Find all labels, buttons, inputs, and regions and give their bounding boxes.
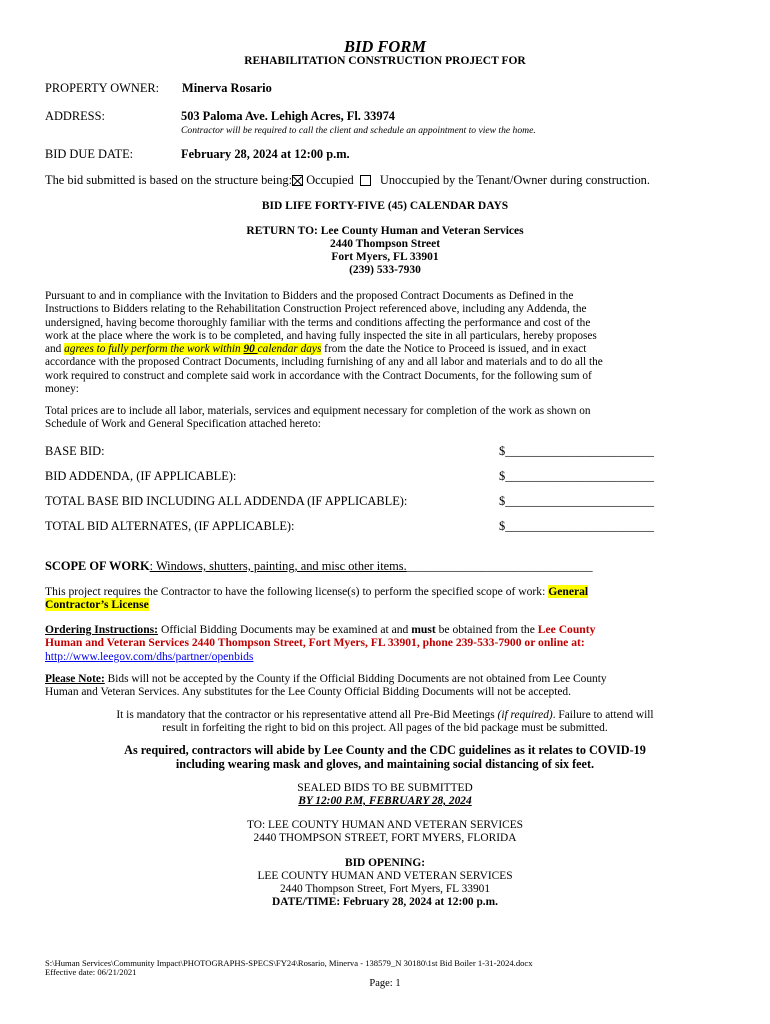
bid-opening-datetime: DATE/TIME: February 28, 2024 at 12:00 p.m. <box>271 896 498 908</box>
performance-commitment: agrees to fully perform the work within <box>64 343 244 356</box>
bid-opening-heading: BID OPENING: <box>344 857 426 869</box>
bid-due-date-value: February 28, 2024 at 12:00 p.m. <box>181 147 350 161</box>
para1-line: money: <box>45 383 79 396</box>
ordering-instructions: Ordering Instructions: Official Bidding Documents may be examined at and must be obtained from the Lee County Human and Veteran Services 2440 Thompson Street, Fort Myers, FL 33901, phone 239-533-7900 or online at: http://www.leegov.com/dhs/partner/openbids <box>45 623 596 663</box>
address-note: Contractor will be required to call the client and schedule an appointment to view the home. <box>181 125 536 136</box>
unoccupied-label: Unoccupied by the Tenant/Owner during construction. <box>379 173 650 187</box>
proposal-paragraph <box>45 290 735 396</box>
scope-of-work-fill: ______________________________ <box>406 560 593 573</box>
scope-of-work-text: : Windows, shutters, painting, and misc other items. <box>149 560 407 573</box>
please-note: Please Note: Bids will not be accepted by the County if the Official Bidding Documents are not obtained from Lee County Human and Veteran Services. Any substitutes for the Lee County Official Bidding Documents will not be accepted. <box>45 673 607 699</box>
total-bid-alternates-amount-field[interactable]: $________________________ <box>499 519 654 533</box>
property-owner-value: Minerva Rosario <box>182 81 272 95</box>
effective-date: Effective date: 06/21/2021 <box>45 967 137 977</box>
return-to-line2: 2440 Thompson Street <box>329 238 441 250</box>
return-to-line3: Fort Myers, FL 33901 <box>331 251 439 263</box>
submission-deadline: BY 12:00 P.M, FEBRUARY 28, 2024 <box>298 795 472 807</box>
ordering-instructions-label: Ordering Instructions: <box>45 623 159 636</box>
bid-life: BID LIFE FORTY-FIVE (45) CALENDAR DAYS <box>261 200 509 212</box>
bid-due-date-label: BID DUE DATE: <box>45 147 134 161</box>
return-to-line1: RETURN TO: Lee County Human and Veteran Services <box>246 225 524 237</box>
property-owner-label: PROPERTY OWNER: <box>45 81 160 95</box>
unoccupied-checkbox[interactable] <box>360 175 371 186</box>
scope-of-work <box>45 560 735 573</box>
address-label: ADDRESS: <box>45 109 105 123</box>
document-subtitle: REHABILITATION CONSTRUCTION PROJECT FOR <box>244 55 526 67</box>
total-prices-paragraph: Total prices are to include all labor, materials, services and equipment necessary for completion of the work as shown on Schedule of Work and General Specification attached hereto: <box>45 405 591 431</box>
license-type: General <box>548 585 589 598</box>
open-bids-link[interactable]: http://www.leegov.com/dhs/partner/openbids <box>45 649 254 663</box>
license-type-cont: Contractor’s License <box>45 598 149 612</box>
return-to-block <box>0 225 770 277</box>
occupied-checkbox[interactable] <box>292 175 303 186</box>
hvs-contact-info: Human and Veteran Services 2440 Thompson Street, Fort Myers, FL 33901, phone 239-533-7900 or online at: <box>45 636 585 650</box>
base-bid-label: BASE BID: <box>45 444 105 458</box>
base-bid-row <box>45 445 725 458</box>
total-base-bid-amount-field[interactable]: $________________________ <box>499 494 654 508</box>
scope-of-work-label: SCOPE OF WORK <box>45 560 150 573</box>
calendar-days-value: 90 <box>243 343 258 356</box>
total-bid-alternates-label: TOTAL BID ALTERNATES, (IF APPLICABLE): <box>45 519 295 533</box>
file-path: S:\Human Services\Community Impact\PHOTOGRAPHS-SPECS\FY24\Rosario, Minerva - 138579_N 30180\1st Bid Boiler 1-31-2024.docx <box>45 958 533 968</box>
para1-line: accordance with the proposed Contract Documents, including furnishing of any and all labor and materials and to do all the <box>45 356 603 369</box>
bid-addenda-label: BID ADDENDA, (IF APPLICABLE): <box>45 469 237 483</box>
para1-line: Instructions to Bidders relating to the Rehabilitation Construction Project referenced above, including any Addenda, the <box>45 303 587 316</box>
bid-opening: BID OPENING: LEE COUNTY HUMAN AND VETERAN SERVICES 2440 Thompson Street, Fort Myers, FL 33901 DATE/TIME: February 28, 2024 at 12:00 p.m. <box>0 857 770 909</box>
structure-prefix: The bid submitted is based on the structure being: <box>45 173 293 187</box>
bid-addenda-row <box>45 470 725 483</box>
para1-line: work at the place where the work is to be completed, and having fully inspected the site in all particulars, hereby proposes <box>45 329 597 342</box>
para1-line-commitment: and agrees to fully perform the work within 90 calendar days from the date the Notice to Proceed is issued, and in exact <box>45 343 587 356</box>
please-note-label: Please Note: <box>45 673 105 685</box>
address-value: 503 Paloma Ave. Lehigh Acres, Fl. 33974 <box>181 109 395 123</box>
para1-line: Pursuant to and in compliance with the Invitation to Bidders and the proposed Contract Documents as Defined in the <box>45 290 574 302</box>
para1-line: work required to construct and complete said work in accordance with the Contract Documents, for the following sum of <box>45 369 592 382</box>
mandatory-meeting-note: It is mandatory that the contractor or his representative attend all Pre-Bid Meetings (if required). Failure to attend will result in forfeiting the right to bid on this project. All pages of the bid package must be submitted. <box>116 709 654 734</box>
sealed-bids: SEALED BIDS TO BE SUBMITTED BY 12:00 P.M, FEBRUARY 28, 2024 <box>0 782 770 808</box>
total-base-bid-row <box>45 495 725 508</box>
para1-line: undersigned, having become thoroughly familiar with the terms and conditions affecting the performance and cost of the <box>45 316 591 329</box>
base-bid-amount-field[interactable]: $________________________ <box>499 444 654 458</box>
document-title: BID FORM <box>343 37 427 56</box>
total-bid-alternates-row <box>45 520 725 533</box>
calendar-days-label: calendar days <box>257 343 322 356</box>
bid-addenda-amount-field[interactable]: $________________________ <box>499 469 654 483</box>
submission-address: TO: LEE COUNTY HUMAN AND VETERAN SERVICES 2440 THOMPSON STREET, FORT MYERS, FLORIDA <box>246 819 524 844</box>
page-number: Page: 1 <box>369 978 401 989</box>
covid-guidelines: As required, contractors will abide by Lee County and the CDC guidelines as it relates to COVID-19 including wearing mask and gloves, and maintaining social distancing of six feet. <box>124 743 646 771</box>
occupied-label: Occupied <box>306 173 354 187</box>
structure-line <box>45 174 735 187</box>
return-to-line4: (239) 533-7930 <box>349 264 421 276</box>
license-requirement: This project requires the Contractor to have the following license(s) to perform the specified scope of work: General Contractor’s License <box>45 585 589 612</box>
total-base-bid-label: TOTAL BASE BID INCLUDING ALL ADDENDA (IF APPLICABLE): <box>45 494 408 508</box>
